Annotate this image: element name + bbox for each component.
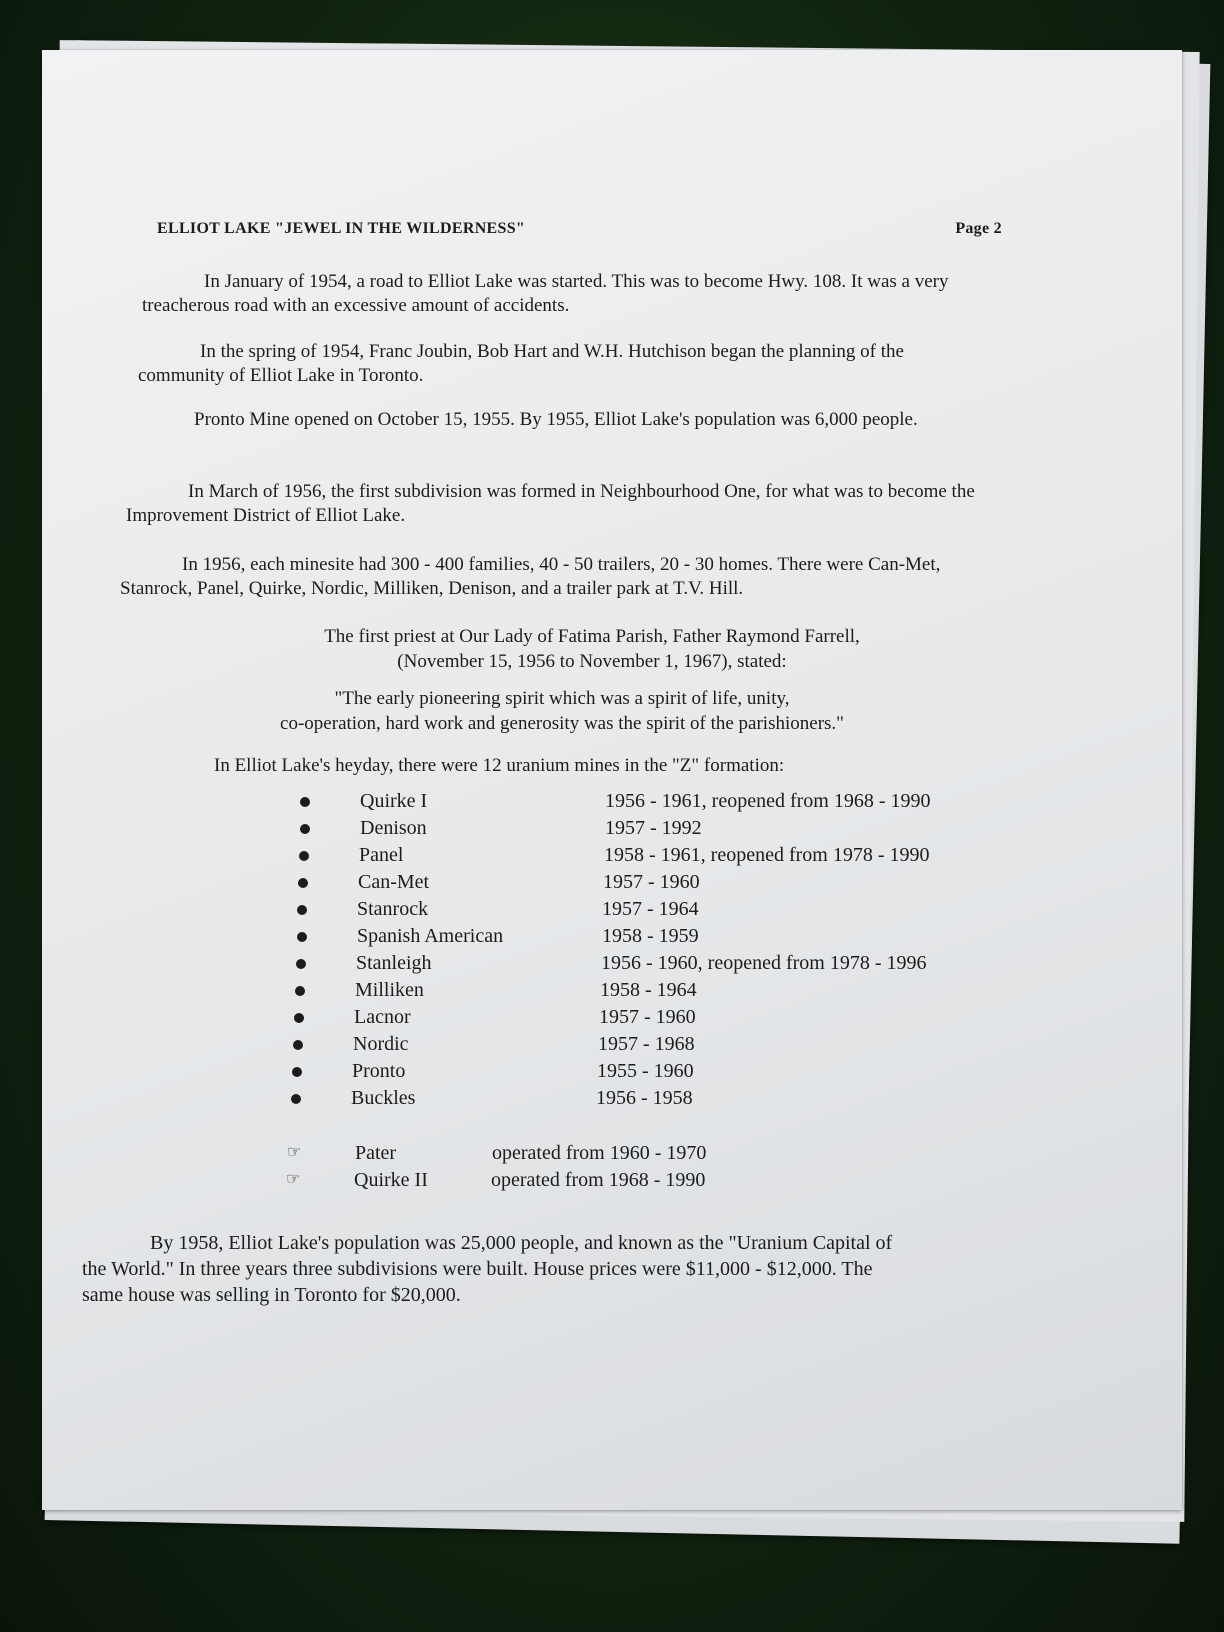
- bullet-icon: [294, 1013, 304, 1023]
- bullet-icon: [297, 905, 307, 915]
- document-page: [42, 50, 1182, 1510]
- mine-years: 1956 - 1958: [596, 1087, 693, 1109]
- heyday-intro: In Elliot Lake's heyday, there were 12 uranium mines in the "Z" formation:: [214, 755, 785, 776]
- paragraph-road: In January of 1954, a road to Elliot Lake was started. This was to become Hwy. 108. It was a very treacherous road with an excessive amount of accidents.: [142, 271, 949, 316]
- bullet-icon: [295, 986, 305, 996]
- paragraph-pronto: Pronto Mine opened on October 15, 1955. By 1955, Elliot Lake's population was 6,000 people.: [194, 409, 918, 430]
- mine-name: Denison: [360, 817, 427, 839]
- priest-line: The first priest at Our Lady of Fatima Parish, Father Raymond Farrell,: [324, 626, 860, 647]
- mine-name: Quirke II: [354, 1169, 428, 1191]
- pointing-hand-icon: ☞: [286, 1171, 301, 1188]
- paragraph-population: By 1958, Elliot Lake's population was 25,000 people, and known as the "Uranium Capital of the World." In three years three subdivisions were built. House prices were $11,000 - $12,000. The same house was selling in Toronto for $20,000.: [82, 1232, 893, 1306]
- bullet-icon: [292, 1067, 302, 1077]
- bullet-icon: [297, 932, 307, 942]
- quote-line: "The early pioneering spirit which was a spirit of life, unity,: [334, 688, 790, 709]
- mine-years: 1957 - 1960: [599, 1006, 696, 1028]
- pointing-hand-icon: ☞: [287, 1144, 302, 1161]
- priest-intro: [192, 624, 992, 674]
- mine-name: Stanleigh: [356, 952, 432, 974]
- bullet-icon: [300, 824, 310, 834]
- bullet-icon: [291, 1094, 301, 1104]
- page-header: [157, 220, 1002, 238]
- mine-name: Panel: [359, 844, 404, 866]
- mine-name: Lacnor: [354, 1006, 411, 1028]
- mine-name: Pronto: [352, 1060, 406, 1082]
- mine-years: 1957 - 1968: [598, 1033, 695, 1055]
- bullet-icon: [298, 878, 308, 888]
- mine-name: Milliken: [355, 979, 424, 1001]
- priest-line: (November 15, 1956 to November 1, 1967), stated:: [397, 651, 787, 672]
- bullet-icon: [300, 797, 310, 807]
- paragraph-subdivision: In March of 1956, the first subdivision was formed in Neighbourhood One, for what was to become the Improvement District of Elliot Lake.: [126, 481, 975, 526]
- priest-quote: [162, 686, 962, 736]
- bullet-icon: [296, 959, 306, 969]
- mine-name: Spanish American: [357, 925, 504, 947]
- paragraph-minesites: In 1956, each minesite had 300 - 400 families, 40 - 50 trailers, 20 - 30 homes. There were Can-Met, Stanrock, Panel, Quirke, Nordic, Milliken, Denison, and a trailer park at T.V. Hill.: [120, 554, 941, 599]
- bullet-icon: [299, 851, 309, 861]
- mine-years: 1956 - 1960, reopened from 1978 - 1996: [601, 952, 927, 974]
- document-title: ELLIOT LAKE "JEWEL IN THE WILDERNESS": [157, 220, 526, 237]
- mine-name: Can-Met: [358, 871, 430, 893]
- quote-line: co-operation, hard work and generosity was the spirit of the parishioners.": [280, 713, 844, 734]
- paragraph-planning: In the spring of 1954, Franc Joubin, Bob Hart and W.H. Hutchison began the planning of the community of Elliot Lake in Toronto.: [138, 341, 904, 386]
- mine-years: 1956 - 1961, reopened from 1968 - 1990: [605, 790, 931, 812]
- mine-years: 1957 - 1964: [602, 898, 699, 920]
- mine-years: 1957 - 1960: [603, 871, 700, 893]
- mine-name: Buckles: [351, 1087, 416, 1109]
- mine-name: Pater: [355, 1142, 397, 1164]
- mine-years: 1958 - 1961, reopened from 1978 - 1990: [604, 844, 930, 866]
- mine-name: Quirke I: [360, 790, 428, 812]
- mine-years: 1958 - 1964: [600, 979, 697, 1001]
- mine-years: 1957 - 1992: [605, 817, 702, 839]
- mine-years: operated from 1968 - 1990: [491, 1169, 706, 1191]
- mine-years: 1958 - 1959: [602, 925, 699, 947]
- bullet-icon: [293, 1040, 303, 1050]
- mine-years: operated from 1960 - 1970: [492, 1142, 707, 1164]
- mine-name: Nordic: [353, 1033, 409, 1055]
- mine-years: 1955 - 1960: [597, 1060, 694, 1082]
- page-number: Page 2: [955, 220, 1002, 237]
- mine-name: Stanrock: [357, 898, 429, 920]
